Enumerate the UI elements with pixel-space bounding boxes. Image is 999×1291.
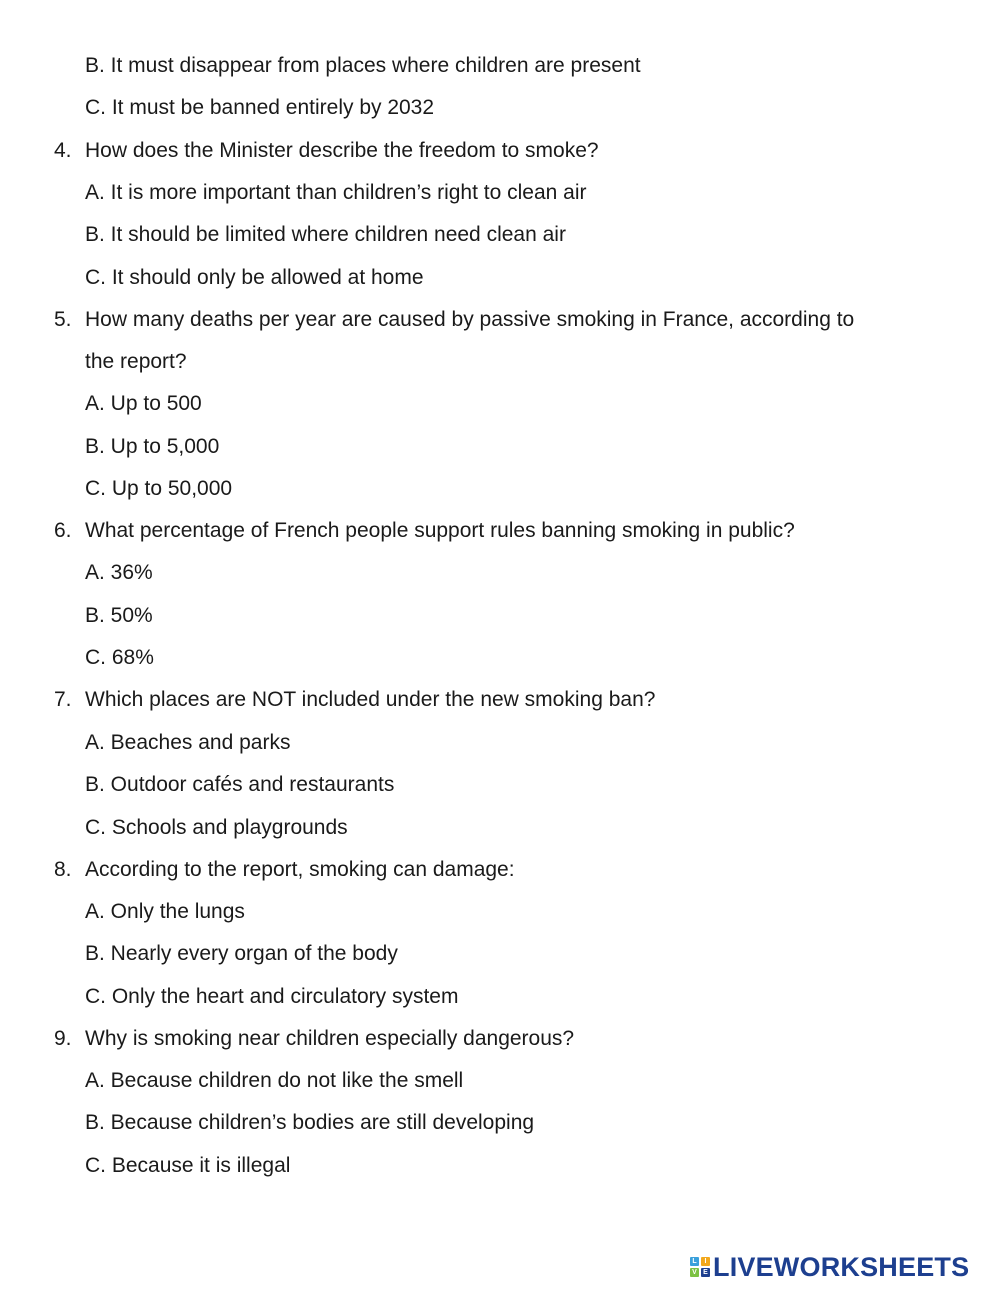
- option-text: C. 68%: [85, 646, 154, 669]
- brand-name: LIVEWORKSHEETS: [713, 1251, 970, 1282]
- option-text: A. Up to 500: [85, 392, 202, 415]
- option-text: C. Because it is illegal: [85, 1154, 291, 1177]
- question-text: Which places are NOT included under the new smoking ban?: [85, 688, 656, 711]
- question-text: Why is smoking near children especially dangerous?: [85, 1027, 575, 1050]
- question-text: the report?: [85, 350, 187, 373]
- question-number: 8.: [54, 858, 72, 881]
- option-text: C. Up to 50,000: [85, 477, 233, 500]
- question-text: What percentage of French people support rules banning smoking in public?: [85, 519, 795, 542]
- option-text: A. It is more important than children’s right to clean air: [85, 181, 587, 204]
- question-number: 7.: [54, 688, 72, 711]
- option-text: A. Only the lungs: [85, 900, 245, 923]
- question-text: How does the Minister describe the freedom to smoke?: [85, 139, 599, 162]
- option-text: B. It must disappear from places where children are present: [85, 54, 641, 77]
- question-text: How many deaths per year are caused by passive smoking in France, according to: [85, 308, 855, 331]
- logo-tile: V: [690, 1268, 699, 1277]
- question-number: 4.: [54, 139, 72, 162]
- liveworksheets-logo: [690, 1252, 969, 1282]
- option-text: C. Only the heart and circulatory system: [85, 985, 459, 1008]
- question-number: 6.: [54, 519, 72, 542]
- option-text: C. It should only be allowed at home: [85, 266, 424, 289]
- option-text: A. Beaches and parks: [85, 731, 291, 754]
- option-text: B. Outdoor cafés and restaurants: [85, 773, 395, 796]
- logo-tile: E: [701, 1268, 710, 1277]
- question-text: According to the report, smoking can damage:: [85, 858, 515, 881]
- option-text: B. Up to 5,000: [85, 435, 220, 458]
- logo-tiles-icon: [690, 1257, 710, 1277]
- option-text: B. 50%: [85, 604, 153, 627]
- option-text: C. It must be banned entirely by 2032: [85, 96, 435, 119]
- option-text: A. Because children do not like the smell: [85, 1069, 464, 1092]
- option-text: A. 36%: [85, 561, 153, 584]
- option-text: C. Schools and playgrounds: [85, 816, 348, 839]
- option-text: B. Because children’s bodies are still developing: [85, 1111, 535, 1134]
- question-number: 5.: [54, 308, 72, 331]
- logo-tile: I: [701, 1257, 710, 1266]
- logo-tile: L: [690, 1257, 699, 1266]
- option-text: B. It should be limited where children need clean air: [85, 223, 566, 246]
- question-number: 9.: [54, 1027, 72, 1050]
- option-text: B. Nearly every organ of the body: [85, 942, 398, 965]
